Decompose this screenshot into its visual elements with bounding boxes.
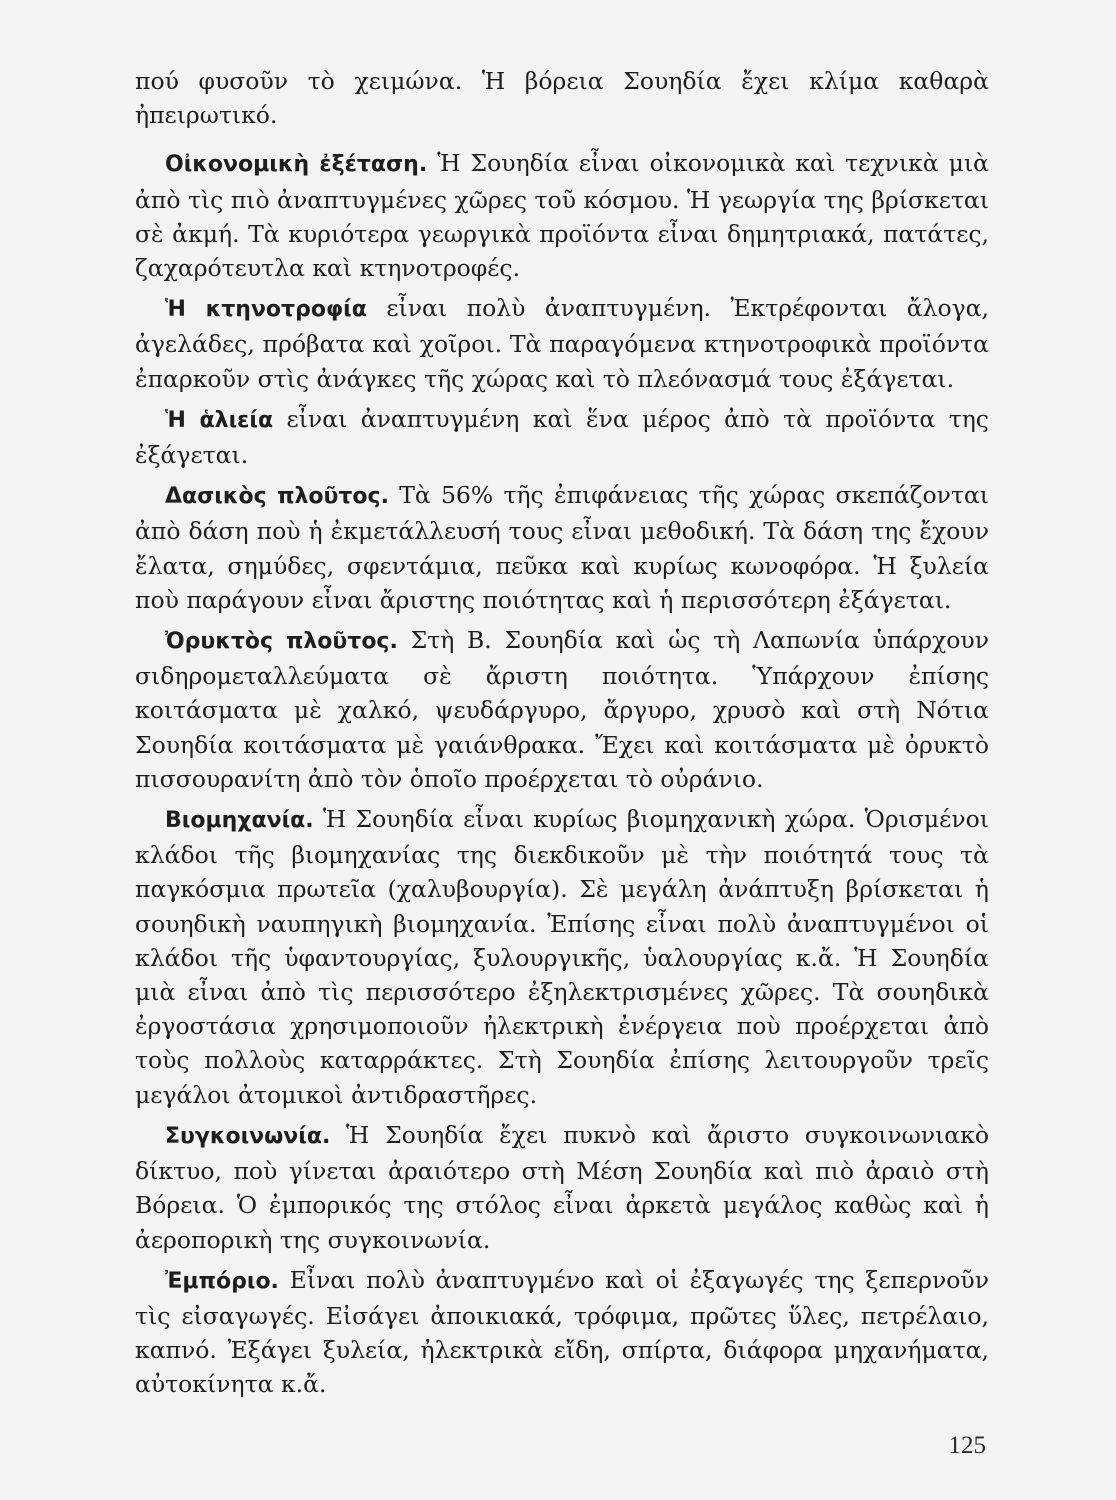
section-transport [135,1118,989,1257]
section-text: Εἶναι πολὺ ἀναπτυγμένο καὶ οἱ ἐξαγωγές της ξεπερνοῦν τὶς εἰσαγωγές. Εἰσάγει ἀποικιακά, τρόφιμα, πρῶτες ὕλες, πετρέλαιο, καπνό. Ἐξάγει ξυλεία, ἠλεκτρικὰ εἴδη, σπίρτα, διάφορα μηχανήματα, αὐτοκίνητα κ.ἄ. [135,1265,989,1399]
section-text: Στὴ Β. Σουηδία καὶ ὡς τὴ Λαπωνία ὑπάρχουν σιδηρομεταλλεύματα σὲ ἄριστη ποιότητα. Ὑπάρχουν ἐπίσης κοιτάσματα μὲ χαλκό, ψευδάργυρο, ἄργυρο, χρυσὸ καὶ στὴ Νότια Σουηδία κοιτάσματα μὲ γαιάνθρακα. Ἔχει καὶ κοιτάσματα μὲ ὀρυκτὸ πισσουρανίτη ἀπὸ τὸν ὁποῖο προέρχεται τὸ οὐράνιο. [135,626,989,793]
section-text: εἶναι ἀναπτυγμένη καὶ ἕνα μέρος ἀπὸ τὰ προϊόντα της ἐξάγεται. [135,404,989,470]
page-body [135,64,989,1402]
section-heading: Ἡ κτηνοτροφία [165,297,367,323]
section-text: εἶναι πολὺ ἀναπτυγμένη. Ἐκτρέφονται ἄλογα, ἀγελάδες, πρόβατα καὶ χοῖροι. Τὰ παραγόμενα κτηνοτροφικὰ προϊόντα ἐπαρκοῦν στὶς ἀνάγκες τῆς χώρας καὶ τὸ πλεόνασμά τους ἐξάγεται. [135,294,989,393]
page-number: 125 [948,1432,986,1459]
section-minerals [135,623,989,796]
continuation-paragraph: πού φυσοῦν τὸ χειμώνα. Ἡ βόρεια Σουηδία ἔχει κλίμα καθαρὰ ἠπειρωτικό. [135,67,989,130]
section-heading: Ἡ ἁλιεία [165,407,274,433]
section-economic [135,146,989,285]
section-heading: Ὀρυκτὸς πλοῦτος. [165,629,398,655]
section-text: Ἡ Σουηδία ἔχει πυκνὸ καὶ ἄριστο συγκοινωνιακὸ δίκτυο, ποὺ γίνεται ἀραιότερο στὴ Μέση Σουηδία καὶ πιὸ ἀραιὸ στὴ Βόρεια. Ὁ ἐμπορικός της στόλος εἶναι ἀρκετὰ μεγάλος καθὼς καὶ ἡ ἀεροπορικὴ της συγκοινωνία. [135,1120,989,1254]
section-heading: Βιομηχανία. [165,808,314,834]
section-heading: Συγκοινωνία. [165,1123,331,1149]
section-livestock [135,291,989,396]
section-heading: Οἰκονομικὴ ἐξέταση. [165,152,428,178]
section-text: Ἡ Σουηδία εἶναι κυρίως βιομηχανικὴ χώρα. Ὁρισμένοι κλάδοι τῆς βιομηχανίας της διεκδικοῦν μὲ τὴν ποιότητά τους τὰ παγκόσμια πρωτεῖα (χαλυβουργία). Σὲ μεγάλη ἀνάπτυξη βρίσκεται ἡ σουηδικὴ ναυπηγικὴ βιομηχανία. Ἐπίσης εἶναι πολὺ ἀναπτυγμένοι οἱ κλάδοι τῆς ὑφαντουργίας, ξυλουργικῆς, ὑαλουργίας κ.ἄ. Ἡ Σουηδία μιὰ εἶναι ἀπὸ τὶς περισσότερο ἐξηλεκτρισμένες χῶρες. Τὰ σουηδικὰ ἐργοστάσια χρησιμοποιοῦν ἠλεκτρικὴ ἐνέργεια ποὺ προέρχεται ἀπὸ τοὺς πολλοὺς καταρράκτες. Στὴ Σουηδία ἐπίσης λειτουργοῦν τρεῖς μεγάλοι ἀτομικοὶ ἀντιδραστῆρες. [135,805,989,1109]
section-text: Τὰ 56% τῆς ἐπιφάνειας τῆς χώρας σκεπάζονται ἀπὸ δάση ποὺ ἡ ἐκμετάλλευσή τους εἶναι μεθοδική. Τὰ δάση της ἔχουν ἔλατα, σημύδες, σφεντάμια, πεῦκα καὶ κυρίως κωνοφόρα. Ἡ ξυλεία ποὺ παράγουν εἶναι ἄριστης ποιότητας καὶ ἡ περισσότερη ἐξάγεται. [135,481,989,614]
section-fishing [135,402,989,472]
section-heading: Ἐμπόριο. [165,1268,279,1294]
section-forestry [135,478,989,617]
section-heading: Δασικὸς πλοῦτος. [165,484,389,510]
section-text: Ἡ Σουηδία εἶναι οἰκονομικὰ καὶ τεχνικὰ μιὰ ἀπὸ τὶς πιὸ ἀναπτυγμένες χῶρες τοῦ κόσμου. Ἡ γεωργία της βρίσκεται σὲ ἀκμή. Τὰ κυριότερα γεωργικὰ προϊόντα εἶναι δημητριακά, πατάτες, ζαχαρότευτλα καὶ κτηνοτροφές. [135,149,989,283]
section-trade [135,1263,989,1402]
section-industry [135,802,989,1112]
